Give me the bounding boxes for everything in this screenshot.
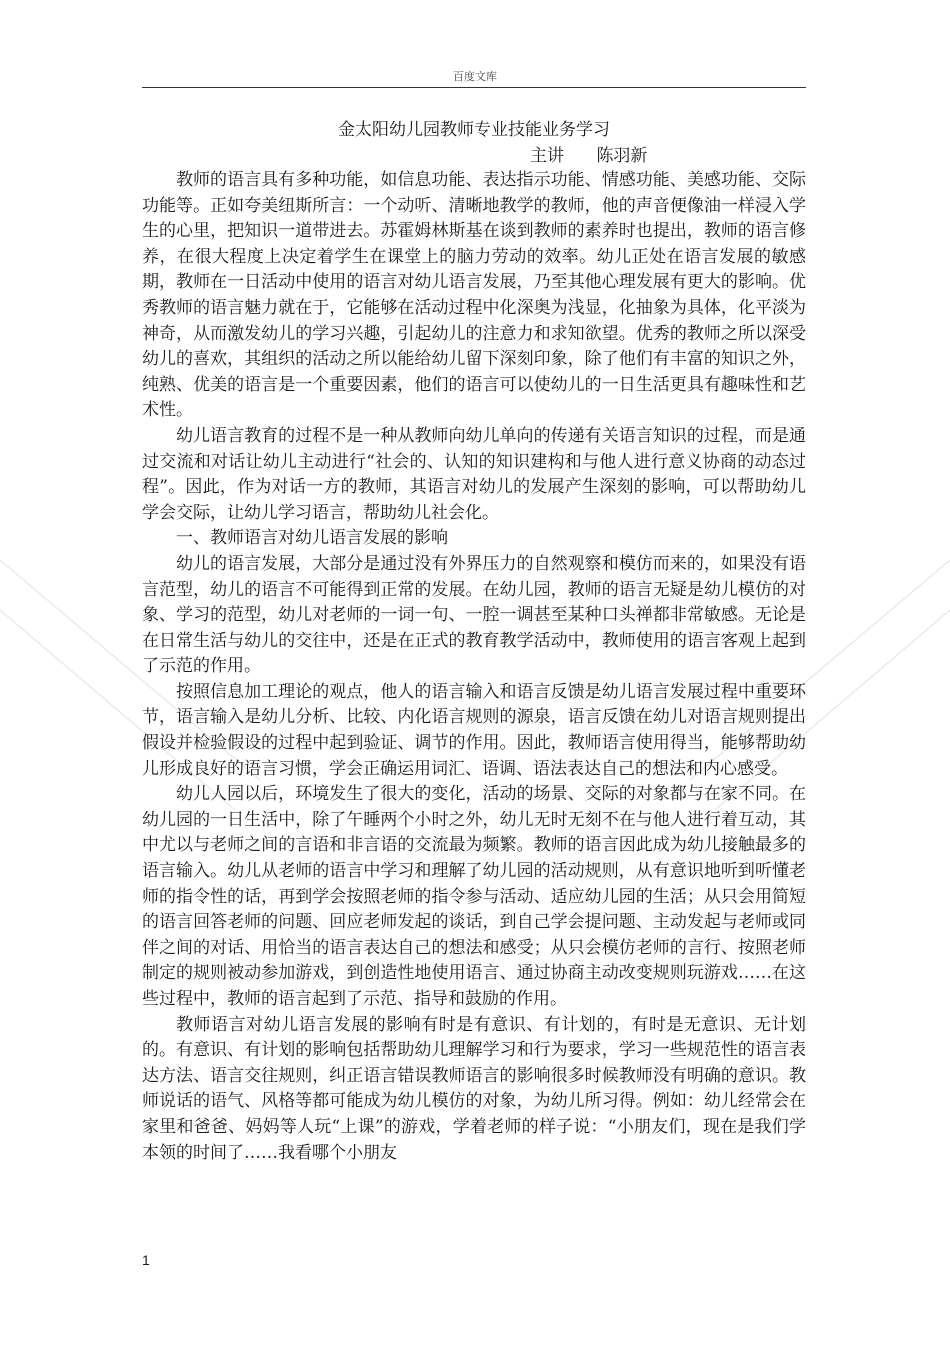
header-divider — [142, 87, 806, 88]
paragraph: 按照信息加工理论的观点，他人的语言输入和语言反馈是幼儿语言发展过程中重要环节，语言输入是幼儿分析、比较、内化语言规则的源泉，语言反馈在幼儿对语言规则提出假设并检验假设的过程中起到验证、调节的作用。因此，教师语言使用得当，能够帮助幼儿形成良好的语言习惯，学会正确运用词汇、语调、语法表达自己的想法和内心感受。 — [142, 681, 806, 779]
document-body — [142, 168, 806, 1166]
paragraph: 幼儿人园以后，环境发生了很大的变化，活动的场景、交际的对象都与在家不同。在幼儿园的一日生活中，除了午睡两个小时之外，幼儿无时无刻不在与他人进行着互动，其中尤以与老师之间的言语和非言语的交流最为频繁。教师的语言因此成为幼儿接触最多的语言输入。幼儿从老师的语言中学习和理解了幼儿园的活动规则，从有意识地听到听懂老师的指令性的话，再到学会按照老师的指令参与活动、适应幼儿园的生活；从只会用简短的语言回答老师的问题、回应老师发起的谈话，到自己学会提问题、主动发起与老师或同伴之间的对话、用恰当的语言表达自己的想法和感受；从只会模仿老师的言行、按照老师制定的规则被动参加游戏，到创造性地使用语言、通过协商主动改变规则玩游戏……在这些过程中，教师的语言起到了示范、指导和鼓励的作用。 — [142, 784, 806, 1009]
page-number: 1 — [142, 1252, 150, 1268]
byline — [530, 144, 647, 168]
document-title: 金太阳幼儿园教师专业技能业务学习 — [338, 120, 610, 140]
header-source-label: 百度文库 — [453, 70, 497, 83]
byline-label: 主讲 — [530, 146, 564, 166]
paragraph: 教师的语言具有多种功能，如信息功能、表达指示功能、情感功能、美感功能、交际功能等。正如夸美纽斯所言：一个动听、清晰地教学的教师，他的声音便像油一样浸入学生的心里，把知识一道带进去。苏霍姆林斯基在谈到教师的素养时也提出，教师的语言修养，在很大程度上决定着学生在课堂上的脑力劳动的效率。幼儿正处在语言发展的敏感期，教师在一日活动中使用的语言对幼儿语言发展，乃至其他心理发展有更大的影响。优秀教师的语言魅力就在于，它能够在活动过程中化深奥为浅显，化抽象为具体，化平淡为神奇，从而激发幼儿的学习兴趣，引起幼儿的注意力和求知欲望。优秀的教师之所以深受幼儿的喜欢，其组织的活动之所以能给幼儿留下深刻印象，除了他们有丰富的知识之外，纯熟、优美的语言是一个重要因素，他们的语言可以使幼儿的一日生活更具有趣味性和艺术性。 — [142, 170, 806, 421]
paragraph: 幼儿的语言发展，大部分是通过没有外界压力的自然观察和模仿而来的，如果没有语言范型，幼儿的语言不可能得到正常的发展。在幼儿园，教师的语言无疑是幼儿模仿的对象、学习的范型，幼儿对老师的一词一句、一腔一调甚至某种口头禅都非常敏感。无论是在日常生活与幼儿的交往中，还是在正式的教育教学活动中，教师使用的语言客观上起到了示范的作用。 — [142, 553, 806, 677]
section-heading: 一、教师语言对幼儿语言发展的影响 — [176, 528, 448, 549]
paragraph: 幼儿语言教育的过程不是一种从教师向幼儿单向的传递有关语言知识的过程，而是通过交流和对话让幼儿主动进行“社会的、认知的知识建构和与他人进行意义协商的动态过程”。因此，作为对话一方的教师，其语言对幼儿的发展产生深刻的影响，可以帮助幼儿学会交际，让幼儿学习语言，帮助幼儿社会化。 — [142, 425, 806, 523]
paragraph: 教师语言对幼儿语言发展的影响有时是有意识、有计划的，有时是无意识、无计划的。有意识、有计划的影响包括帮助幼儿理解学习和行为要求，学习一些规范性的语言表达方法、语言交往规则，纠正语言错误教师语言的影响很多时候教师没有明确的意识。教师说话的语气、风格等都可能成为幼儿模仿的对象，为幼儿所习得。例如：幼儿经常会在家里和爸爸、妈妈等人玩“上课”的游戏，学着老师的样子说：“小朋友们，现在是我们学本领的时间了……我看哪个小朋友 — [142, 1014, 806, 1163]
author-name: 陈羽新 — [596, 146, 648, 166]
